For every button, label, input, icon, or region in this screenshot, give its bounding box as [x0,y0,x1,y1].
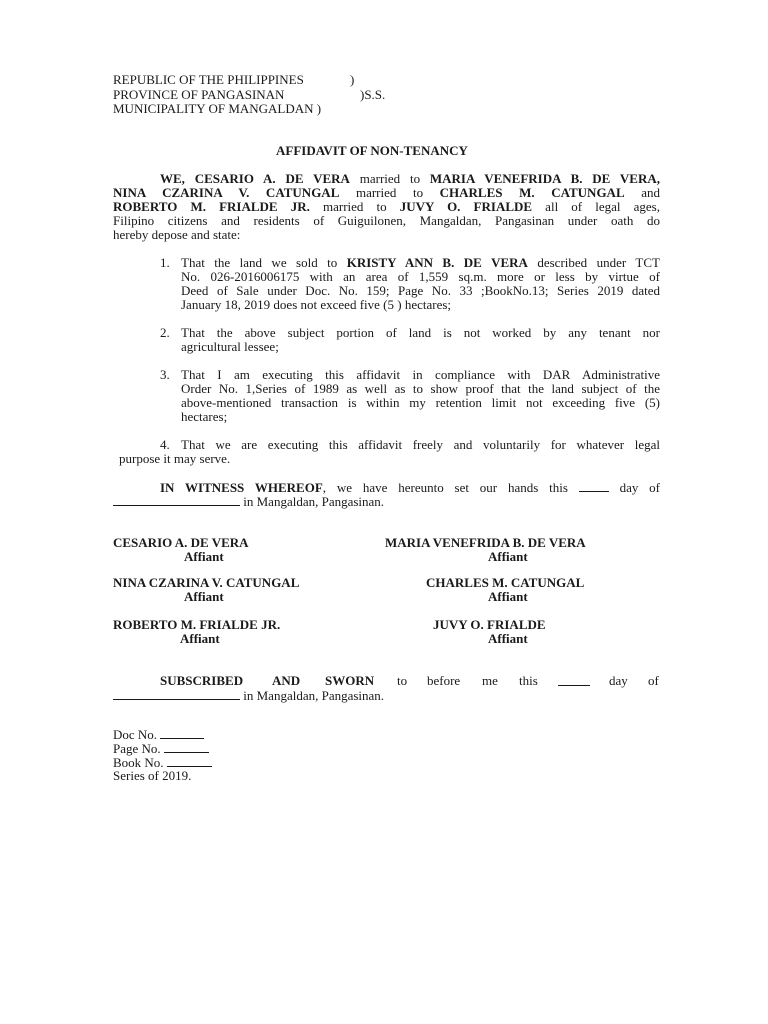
notarial-page-no: Page No. [113,741,209,756]
signatory-name-4: CHARLES M. CATUNGAL [426,575,585,590]
signatory-role-5: Affiant [180,631,220,646]
jurat-this: this [519,673,538,688]
signatory-name-6: JUVY O. FRIALDE [433,617,546,632]
jurat-of: of [648,673,659,688]
jurat-sworn: SWORN [325,673,375,688]
item-3-line-2: Order No. 1,Series of 1989 as well as to show proof that the land subject of the [181,381,660,396]
intro-line-3: ROBERTO M. FRIALDE JR. married to JUVY O. FRIALDE all of legal ages, [113,199,660,214]
intro-line-1: WE, CESARIO A. DE VERA married to MARIA VENEFRIDA B. DE VERA, [160,171,660,186]
notarial-book-no: Book No. [113,755,212,770]
venue-line-3: MUNICIPALITY OF MANGALDAN ) [113,101,322,116]
signatory-name-3: NINA CZARINA V. CATUNGAL [113,575,300,590]
jurat-day-blank [558,674,590,686]
jurat-month-blank [113,688,240,700]
page-no-blank [164,741,209,753]
signatory-name-1: CESARIO A. DE VERA [113,535,249,550]
signatory-role-3: Affiant [184,589,224,604]
notarial-series: Series of 2019. [113,768,192,783]
venue-line-2: PROVINCE OF PANGASINAN )S.S. [113,87,386,102]
day-blank [579,480,609,492]
jurat-and: AND [272,673,301,688]
jurat-subscribed: SUBSCRIBED [160,673,244,688]
item-4-line-1: That we are executing this affidavit freely and voluntarily for whatever legal [181,437,660,452]
signatory-role-1: Affiant [184,549,224,564]
jurat-to: to [397,673,408,688]
signatory-role-2: Affiant [488,549,528,564]
item-1-line-3: Deed of Sale under Doc. No. 159; Page No. 33 ;BookNo.13; Series 2019 dated [181,283,660,298]
witness-line-1: IN WITNESS WHEREOF, we have hereunto set our hands this day of [160,480,660,495]
signatory-role-6: Affiant [488,631,528,646]
item-3-line-4: hectares; [181,409,228,424]
item-1-line-4: January 18, 2019 does not exceed five (5 ) hectares; [181,297,452,312]
item-3-number: 3. [160,367,170,382]
item-1-line-1: That the land we sold to KRISTY ANN B. DE VERA described under TCT [181,255,660,270]
jurat-line-2: in Mangaldan, Pangasinan. [113,688,384,703]
notarial-doc-no: Doc No. [113,727,204,742]
jurat-me: me [482,673,498,688]
jurat-day: day [609,673,628,688]
witness-line-2: in Mangaldan, Pangasinan. [113,494,384,509]
jurat-before: before [427,673,461,688]
item-3-line-1: That I am executing this affidavit in compliance with DAR Administrative [181,367,660,382]
signatory-role-4: Affiant [488,589,528,604]
item-3-line-3: above-mentioned transaction is within my retention limit not exceeding five (5) [181,395,660,410]
venue-line-1: REPUBLIC OF THE PHILIPPINES ) [113,72,355,87]
item-2-line-2: agricultural lessee; [181,339,279,354]
doc-no-blank [160,727,204,739]
jurat-day-blank-wrap [558,674,590,689]
document-title: AFFIDAVIT OF NON-TENANCY [276,143,468,158]
item-1-line-2: No. 026-2016006175 with an area of 1,559 sq.m. more or less by virtue of [181,269,660,284]
item-2-number: 2. [160,325,170,340]
intro-line-5: hereby depose and state: [113,227,241,242]
item-1-number: 1. [160,255,170,270]
item-2-line-1: That the above subject portion of land is not worked by any tenant nor [181,325,660,340]
item-4-line-2: purpose it may serve. [119,451,231,466]
signatory-name-5: ROBERTO M. FRIALDE JR. [113,617,281,632]
intro-line-2: NINA CZARINA V. CATUNGAL married to CHARLES M. CATUNGAL and [113,185,660,200]
signatory-name-2: MARIA VENEFRIDA B. DE VERA [385,535,586,550]
month-blank [113,494,240,506]
item-4-number: 4. [160,437,170,452]
book-no-blank [167,755,212,767]
intro-line-4: Filipino citizens and residents of Guiguilonen, Mangaldan, Pangasinan under oath do [113,213,660,228]
